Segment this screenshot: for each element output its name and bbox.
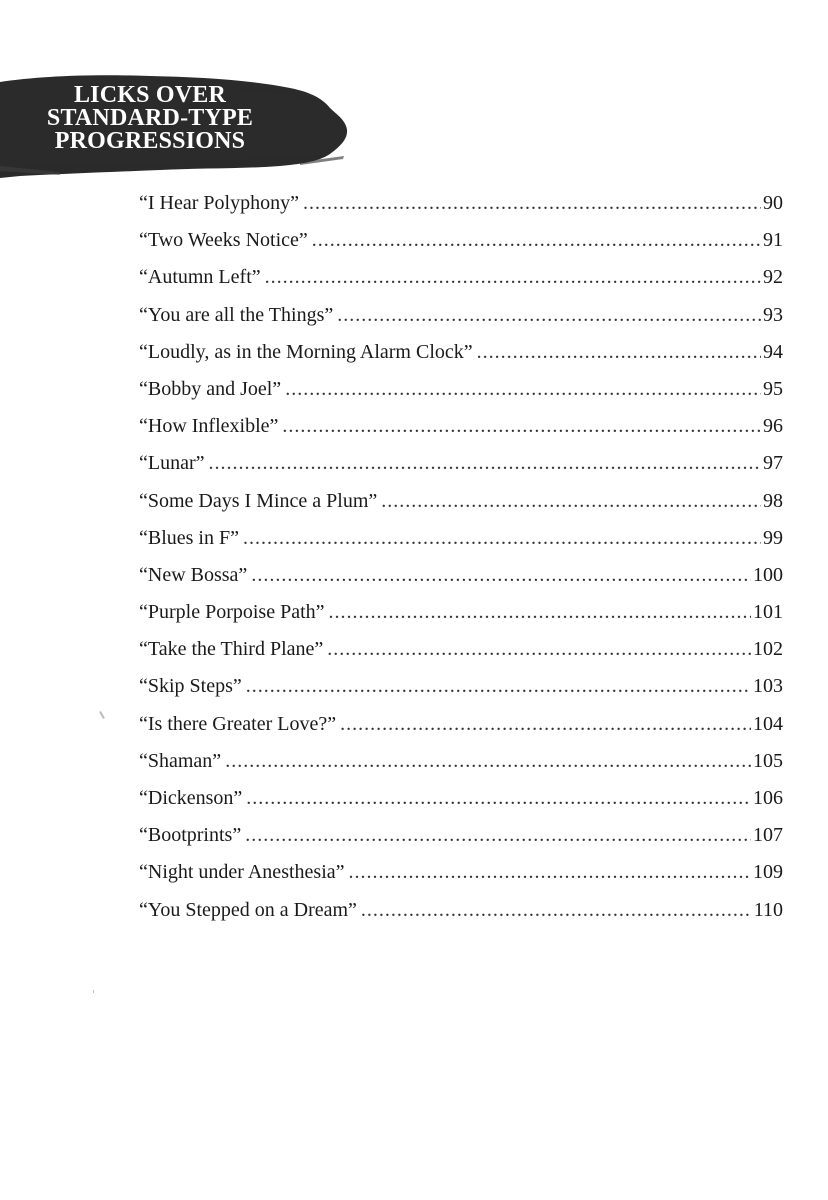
dot-leader <box>329 601 751 624</box>
dot-leader <box>327 638 751 661</box>
toc-entry <box>139 192 783 229</box>
toc-entry <box>139 341 783 378</box>
toc-entry-page: 107 <box>753 824 783 847</box>
dot-leader <box>477 341 761 364</box>
toc-entry-page: 92 <box>763 266 783 289</box>
toc-entry <box>139 675 783 712</box>
toc-entry-page: 99 <box>763 526 783 549</box>
section-heading-line: PROGRESSIONS <box>54 128 246 154</box>
toc-entry <box>139 229 783 266</box>
toc-entry <box>139 750 783 787</box>
paper-speck <box>93 990 94 993</box>
toc-entry-title: “Blues in F” <box>139 526 239 549</box>
dot-leader <box>337 304 761 327</box>
toc-entry-title: “I Hear Polyphony” <box>139 192 299 214</box>
dot-leader <box>312 229 761 252</box>
toc-entry <box>139 266 783 303</box>
toc-entry-title: “Shaman” <box>139 749 222 772</box>
toc-entry-page: 104 <box>753 712 783 735</box>
toc-entry-title: “Skip Steps” <box>139 675 242 698</box>
dot-leader <box>349 861 752 884</box>
dot-leader <box>251 564 751 587</box>
dot-leader <box>265 266 761 289</box>
dot-leader <box>361 899 752 922</box>
section-heading <box>0 84 300 153</box>
toc-entry <box>139 899 783 936</box>
toc-entry-title: “Loudly, as in the Morning Alarm Clock” <box>139 340 473 363</box>
toc-entry-title: “You Stepped on a Dream” <box>139 898 357 921</box>
toc-entry-title: “Some Days I Mince a Plum” <box>139 489 378 512</box>
toc-entry-title: “Bootprints” <box>139 824 242 847</box>
toc-entry <box>139 861 783 898</box>
toc-entry-page: 97 <box>763 452 783 475</box>
toc-entry <box>139 638 783 675</box>
toc-entry-page: 91 <box>763 229 783 252</box>
dot-leader <box>225 750 751 773</box>
toc-entry-title: “Is there Greater Love?” <box>139 712 337 735</box>
toc-entry-page: 106 <box>753 787 783 809</box>
toc-entry <box>139 490 783 527</box>
toc-entry-title: “Autumn Left” <box>139 266 261 289</box>
toc-entry-page: 93 <box>763 303 783 326</box>
dot-leader <box>245 824 751 847</box>
toc-entry-page: 96 <box>763 415 783 438</box>
toc-entry <box>139 564 783 601</box>
dot-leader <box>303 192 761 215</box>
toc-entry-page: 98 <box>763 489 783 512</box>
toc-entry-page: 105 <box>753 749 783 772</box>
toc-entry-page: 95 <box>763 377 783 400</box>
section-heading-line: LICKS OVER <box>73 82 227 108</box>
dot-leader <box>282 415 761 438</box>
toc-entry-page: 101 <box>753 601 783 624</box>
toc-entry-title: “Lunar” <box>139 452 205 475</box>
toc-entry-page: 109 <box>753 861 783 884</box>
toc-entry <box>139 527 783 564</box>
dot-leader <box>246 675 751 698</box>
toc-entry <box>139 378 783 415</box>
toc-entry-title: “Bobby and Joel” <box>139 377 282 400</box>
toc-entry-page: 103 <box>753 675 783 698</box>
dot-leader <box>209 452 761 475</box>
toc-entry <box>139 452 783 489</box>
toc-entry <box>139 824 783 861</box>
toc-entry <box>139 713 783 750</box>
toc-entry-page: 102 <box>753 638 783 661</box>
toc-entry-title: “Two Weeks Notice” <box>139 229 308 252</box>
toc-entry <box>139 304 783 341</box>
toc-entry-title: “Dickenson” <box>139 787 243 809</box>
toc-entry-title: “You are all the Things” <box>139 303 334 326</box>
dot-leader <box>381 490 761 513</box>
dot-leader <box>340 713 751 736</box>
table-of-contents <box>139 192 783 936</box>
toc-entry-page: 90 <box>763 192 783 214</box>
dot-leader <box>246 787 751 810</box>
section-heading-line: STANDARD-TYPE <box>46 105 254 131</box>
toc-entry <box>139 601 783 638</box>
toc-entry <box>139 787 783 824</box>
toc-entry-title: “New Bossa” <box>139 563 248 586</box>
dot-leader <box>285 378 761 401</box>
toc-entry-title: “Purple Porpoise Path” <box>139 601 325 624</box>
toc-entry-page: 94 <box>763 340 783 363</box>
section-banner <box>0 68 350 180</box>
toc-entry-page: 110 <box>753 898 783 921</box>
toc-entry <box>139 415 783 452</box>
dot-leader <box>243 527 761 550</box>
toc-entry-page: 100 <box>753 563 783 586</box>
toc-entry-title: “Night under Anesthesia” <box>139 861 345 884</box>
paper-speck <box>99 711 105 719</box>
toc-entry-title: “Take the Third Plane” <box>139 638 324 661</box>
toc-entry-title: “How Inflexible” <box>139 415 279 438</box>
